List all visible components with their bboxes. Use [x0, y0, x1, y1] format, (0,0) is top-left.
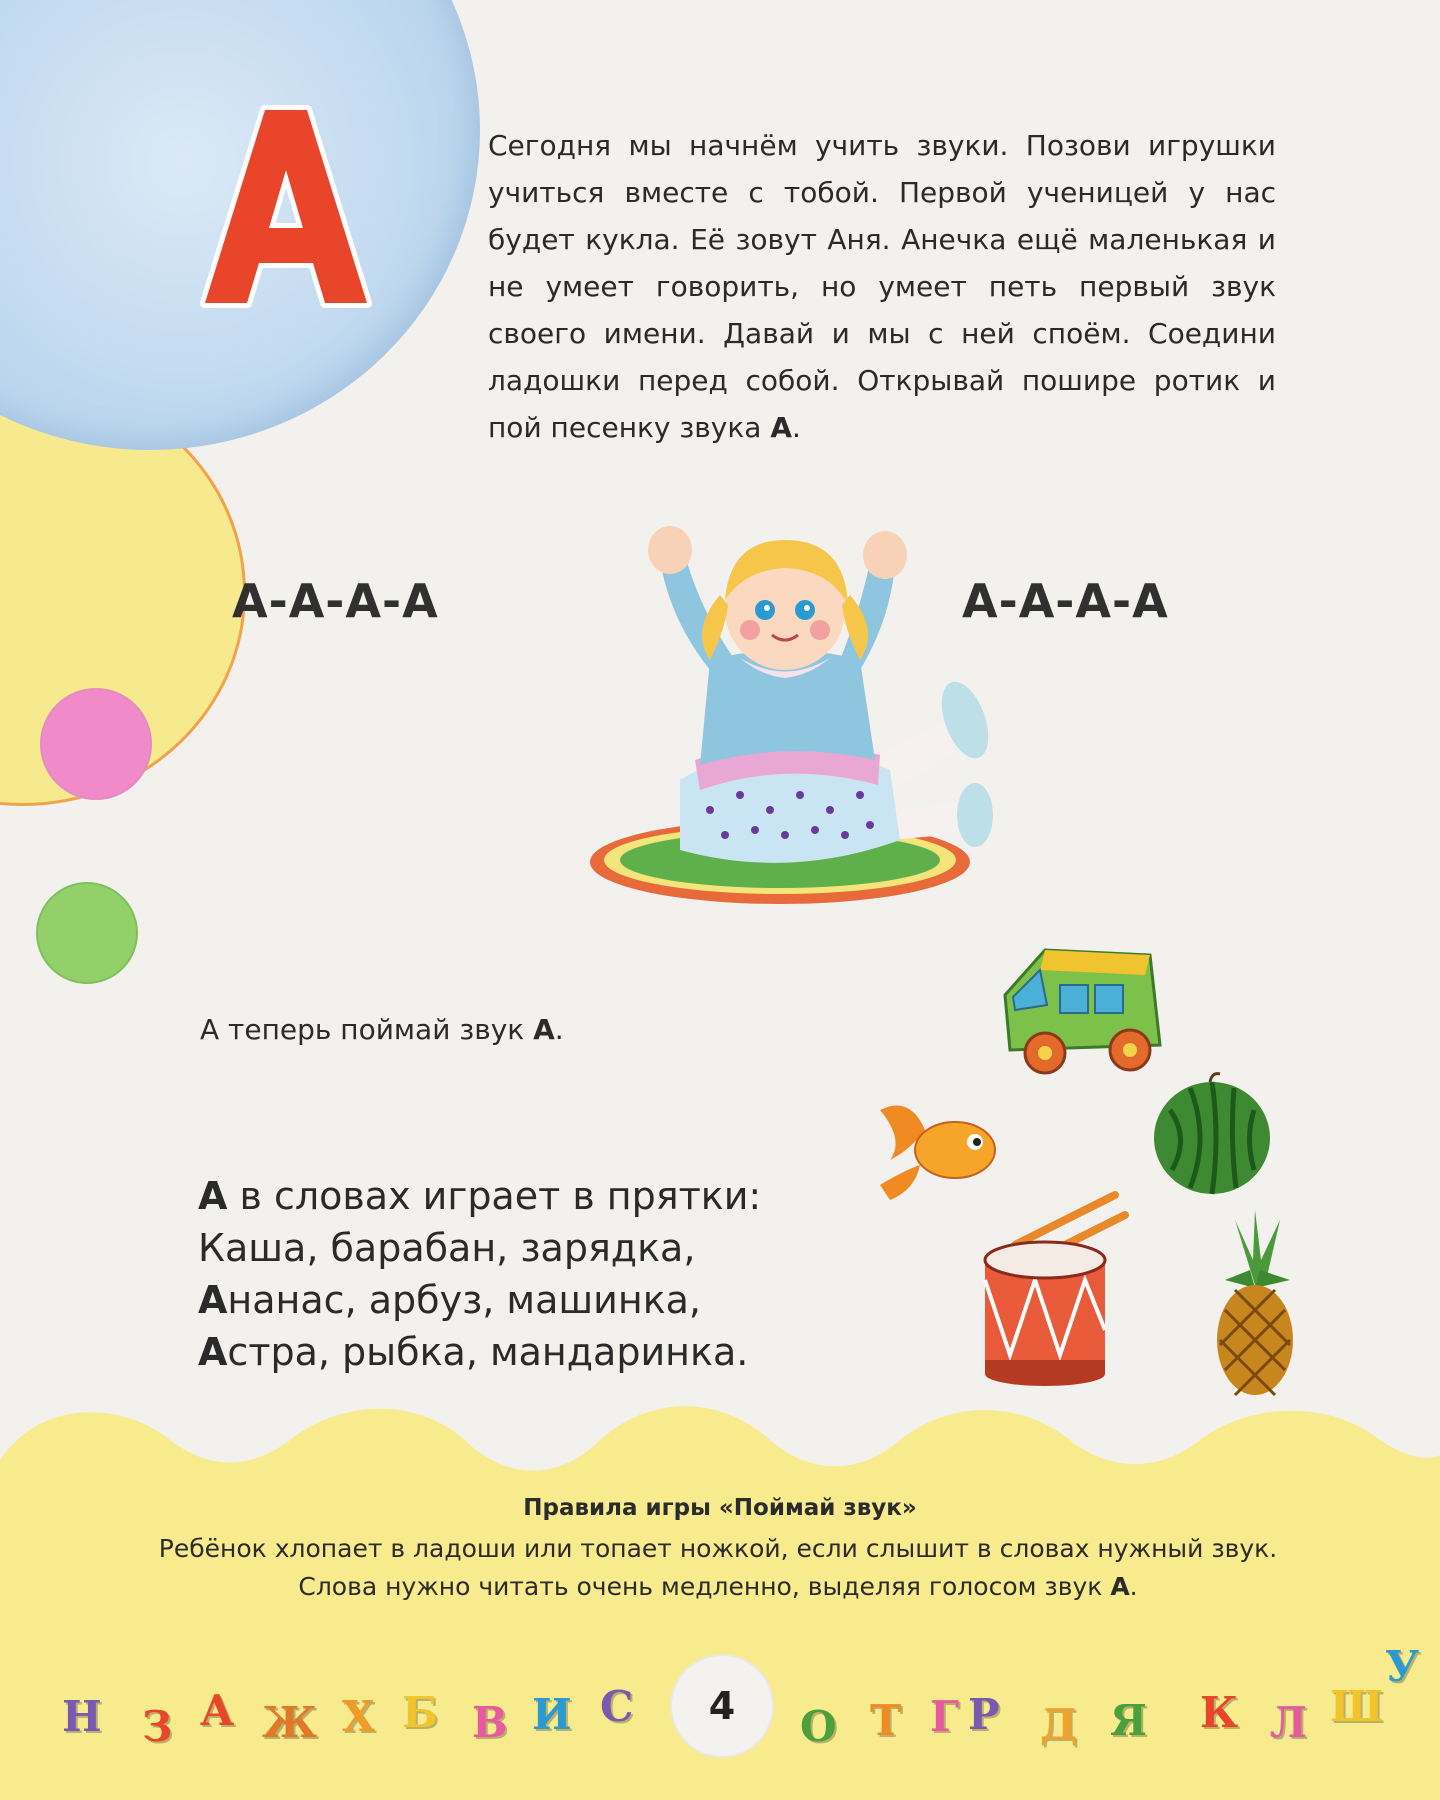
- catch-instruction: [200, 1013, 564, 1046]
- big-letter-a-icon: [185, 98, 385, 318]
- alphabet-letter: И: [532, 1690, 572, 1739]
- poem-line-4: [198, 1326, 761, 1378]
- alphabet-letter: Я: [1110, 1696, 1148, 1745]
- poem-line-3-text: нанас, арбуз, машинка,: [227, 1278, 702, 1322]
- catch-sound: А: [533, 1013, 555, 1046]
- alphabet-letter: Д: [1040, 1700, 1078, 1749]
- rules-end: .: [1129, 1572, 1138, 1601]
- page-number: 4: [672, 1656, 772, 1756]
- alphabet-letter: Т: [870, 1696, 902, 1745]
- pineapple-illustration: [1195, 1210, 1315, 1400]
- poem-line-1-letter: А: [198, 1174, 228, 1218]
- sing-right: А-А-А-А: [962, 574, 1169, 628]
- poem-line-4-letter: А: [198, 1330, 228, 1374]
- alphabet-letter: З: [142, 1702, 173, 1751]
- toy-bus-illustration: [985, 935, 1175, 1085]
- rules-sound: А: [1110, 1572, 1130, 1601]
- alphabet-letter: Л: [1270, 1698, 1308, 1747]
- pink-circle: [40, 688, 152, 800]
- alphabet-letter: Н: [62, 1692, 102, 1741]
- catch-text: А теперь поймай звук: [200, 1013, 534, 1046]
- alphabet-letter: В: [472, 1698, 508, 1747]
- poem-line-2: Каша, барабан, зарядка,: [198, 1226, 696, 1270]
- poem-line-1: [198, 1170, 761, 1222]
- intro-end: .: [791, 411, 801, 444]
- rules-title: Правила игры «Поймай звук»: [523, 1495, 917, 1521]
- alphabet-letter: Ж: [262, 1698, 318, 1747]
- rules-body: Ребёнок хлопает в ладоши или топает ножкой, если слышит в словах нужный звук. Слова нужно читать очень медленно, выделяя голосом звук: [158, 1534, 1278, 1601]
- poem-line-4-text: стра, рыбка, мандаринка.: [227, 1330, 749, 1374]
- alphabet-letter: К: [1200, 1688, 1239, 1737]
- poem-line-3: [198, 1274, 761, 1326]
- catch-end: .: [554, 1013, 564, 1046]
- poem-line-1-text: в словах играет в прятки:: [227, 1174, 762, 1218]
- drum-illustration: [975, 1190, 1155, 1390]
- sing-left: А-А-А-А: [232, 574, 439, 628]
- intro-paragraph: [488, 122, 1276, 451]
- rules-text: [158, 1530, 1278, 1606]
- alphabet-letter: У: [1385, 1642, 1420, 1691]
- intro-text: Сегодня мы начнём учить звуки. Позови игрушки учиться вместе с тобой. Первой ученицей у нас будет кукла. Её зовут Аня. Анечка ещё маленькая и не умеет говорить, но умеет петь первый звук своего имени. Давай и мы с ней споём. Соедини ладошки перед собой. Открывай пошире ротик и пой песенку звука: [488, 129, 1276, 444]
- alphabet-letter: А: [200, 1686, 235, 1735]
- watermelon-illustration: [1150, 1070, 1275, 1200]
- intro-sound: А: [770, 411, 792, 444]
- alphabet-letter: Б: [402, 1688, 438, 1737]
- alphabet-letter: Ш: [1330, 1682, 1384, 1731]
- alphabet-letter: С: [600, 1682, 634, 1731]
- alphabet-letter: Р: [968, 1690, 1000, 1739]
- doll-illustration: [560, 510, 1000, 910]
- alphabet-letter: Г: [930, 1692, 959, 1741]
- green-circle: [36, 882, 138, 984]
- alphabet-letter: Х: [342, 1692, 375, 1741]
- alphabet-letter: О: [800, 1702, 837, 1751]
- poem: [198, 1170, 761, 1378]
- poem-line-3-letter: А: [198, 1278, 228, 1322]
